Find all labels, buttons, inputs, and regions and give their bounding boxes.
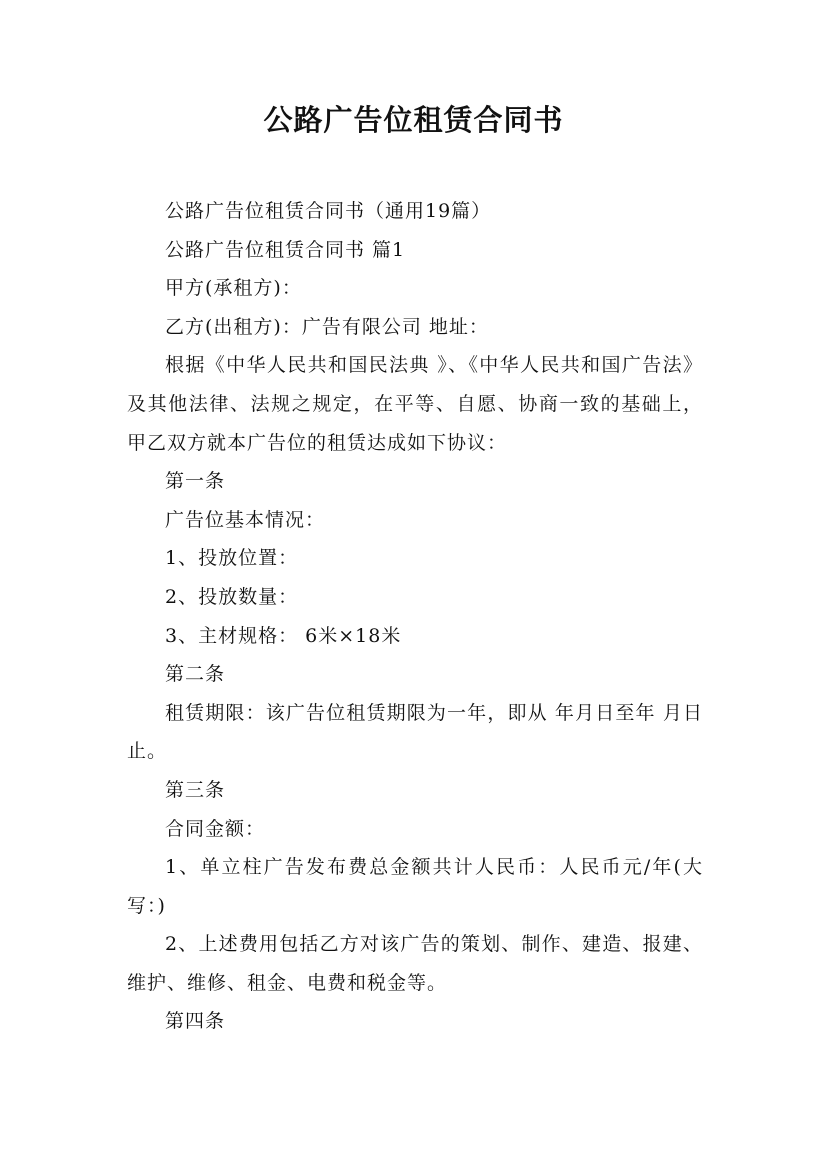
paragraph-article-2: 第二条 xyxy=(165,663,226,686)
paragraph-ad-basic-info: 广告位基本情况： xyxy=(165,508,326,531)
paragraph-article-3: 第三条 xyxy=(165,778,226,801)
paragraph-material-spec: 3、主材规格： 6米×18米 xyxy=(165,624,402,647)
paragraph-contract-amount: 合同金额： xyxy=(165,817,266,840)
paragraph-preamble: 根据《中华人民共和国民法典 》、《中华人民共和国广告法》及其他法律、法规之规定，在平等、自愿、协商一致的基础上，甲乙双方就本广告位的租赁达成如下协议： xyxy=(127,354,703,454)
paragraph-publishing-fee: 1、单立柱广告发布费总金额共计人民币：人民币元/年(大写：) xyxy=(127,856,703,917)
paragraph-lease-term: 租赁期限：该广告位租赁期限为一年，即从 年月日至年 月日止。 xyxy=(127,701,703,763)
paragraph-article-4: 第四条 xyxy=(165,1010,226,1033)
paragraph-party-a: 甲方(承租方)： xyxy=(165,277,302,300)
paragraph-placement-quantity: 2、投放数量： xyxy=(165,585,299,608)
paragraph-article-1: 第一条 xyxy=(165,470,226,493)
document-title: 公路广告位租赁合同书 xyxy=(263,103,564,137)
paragraph-party-b: 乙方(出租方)：广告有限公司 地址： xyxy=(165,315,489,338)
paragraph-section-heading: 公路广告位租赁合同书 篇1 xyxy=(165,238,406,261)
paragraph-placement-location: 1、投放位置： xyxy=(165,547,299,570)
paragraph-subtitle: 公路广告位租赁合同书（通用19篇） xyxy=(165,200,492,222)
paragraph-fee-inclusions: 2、上述费用包括乙方对该广告的策划、制作、建造、报建、维护、维修、租金、电费和税金等。 xyxy=(127,933,703,994)
document-body xyxy=(127,192,703,1041)
